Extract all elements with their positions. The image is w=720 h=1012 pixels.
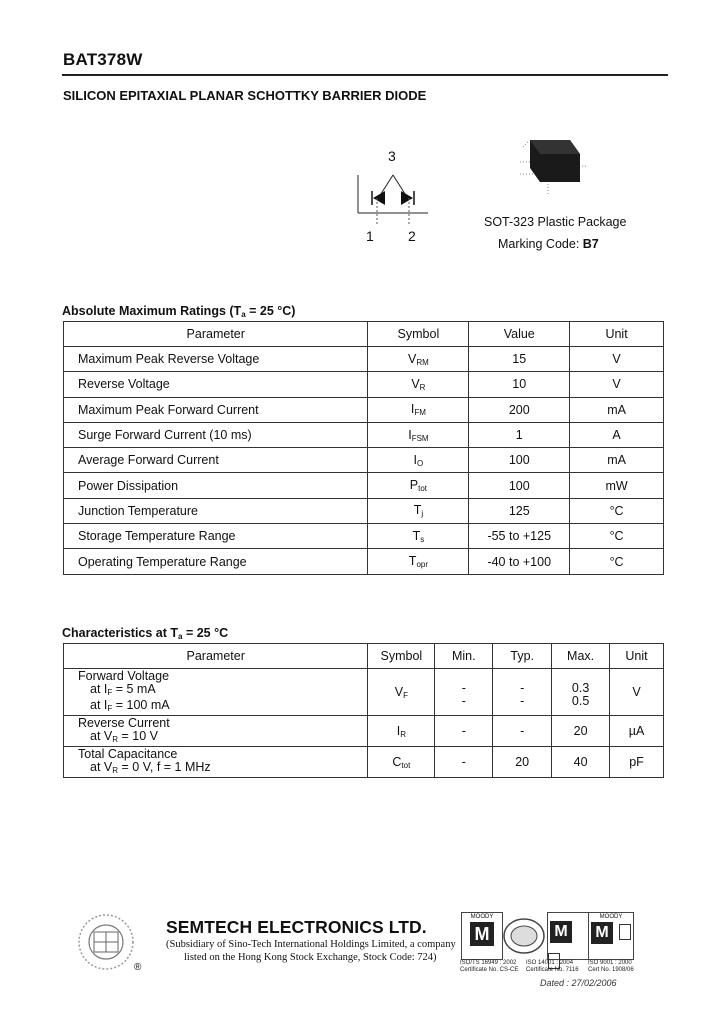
- table-row: Junction Temperature $T_j$ 125 °C: [64, 498, 664, 523]
- header-rule: [62, 74, 668, 76]
- moody-m-icon: M: [591, 922, 613, 944]
- table-row: Forward Voltage at $I_F = 5$ mA at $I_F = 100$ mA $V_F$ - - - - 0.3 0.5 V: [64, 669, 664, 716]
- registered-mark: ®: [134, 962, 142, 973]
- zert-icon: [502, 916, 546, 956]
- table-row: Operating Temperature Range $T_{opr}$ -40 to +100 °C: [64, 549, 664, 574]
- abs-max-table: [63, 321, 664, 575]
- col-symbol: Symbol: [368, 644, 435, 669]
- col-parameter: Parameter: [64, 322, 368, 347]
- package-icon: [508, 132, 588, 202]
- table-row: Maximum Peak Reverse Voltage $V_{RM}$ 15 V: [64, 347, 664, 372]
- col-typ: Typ.: [493, 644, 552, 669]
- cert-logo-iso14001: [502, 916, 546, 956]
- table-row: Storage Temperature Range $T_s$ -55 to +125 °C: [64, 524, 664, 549]
- cert-caption-2: ISO 14001 : 2004: [526, 960, 574, 966]
- checkmark-shield-icon: [619, 924, 631, 940]
- cert-caption-3: ISO 9001 : 2000: [588, 960, 632, 966]
- cert-number-2: Certificate No. 7116: [526, 967, 579, 973]
- company-listing: listed on the Hong Kong Stock Exchange, Stock Code: 724): [184, 952, 437, 963]
- characteristics-heading: Characteristics at $T_a = 25$ °C: [62, 626, 229, 641]
- moody-m-icon: M: [470, 922, 494, 946]
- abs-max-header-row: [64, 322, 664, 347]
- col-symbol: Symbol: [368, 322, 469, 347]
- table-row: Reverse Voltage $V_R$ 10 V: [64, 372, 664, 397]
- cert-logo-iso9001: MOODY M: [588, 912, 634, 960]
- pin-1-label: 1: [366, 228, 374, 244]
- table-row: Surge Forward Current (10 ms) $I_{FSM}$ 1 A: [64, 422, 664, 447]
- table-row: Maximum Peak Forward Current $I_{FM}$ 200 mA: [64, 397, 664, 422]
- cert-number-3: Cert No. 1908/06: [588, 967, 634, 973]
- characteristics-table: [63, 643, 664, 778]
- col-unit: Unit: [570, 322, 664, 347]
- company-subsidiary: (Subsidiary of Sino-Tech International Holdings Limited, a company: [166, 939, 456, 950]
- part-number: BAT378W: [63, 50, 143, 69]
- company-name: SEMTECH ELECTRONICS LTD.: [166, 917, 427, 937]
- char-header-row: [64, 644, 664, 669]
- col-min: Min.: [435, 644, 493, 669]
- cert-caption-1: ISO/TS 16949 : 2002: [460, 960, 517, 966]
- table-row: Average Forward Current $I_O$ 100 mA: [64, 448, 664, 473]
- col-unit: Unit: [610, 644, 664, 669]
- table-row: Reverse Current at $V_R = 10$ V $I_R$ - - 20 µA: [64, 716, 664, 747]
- abs-max-heading: Absolute Maximum Ratings ($T_a = 25$ °C): [62, 304, 296, 319]
- table-row: Total Capacitance at $V_R = 0$ V, f = 1 MHz $C_{tot}$ - 20 40 pF: [64, 747, 664, 778]
- cert-logo-iso14001-moody: [547, 912, 589, 960]
- document-date: Dated : 27/02/2006: [540, 978, 617, 988]
- col-parameter: Parameter: [64, 644, 368, 669]
- table-row: Power Dissipation $P_{tot}$ 100 mW: [64, 473, 664, 498]
- moody-m-icon: M: [550, 921, 572, 943]
- package-label: SOT-323 Plastic Package: [484, 215, 627, 229]
- device-description: SILICON EPITAXIAL PLANAR SCHOTTKY BARRIER DIODE: [63, 88, 427, 103]
- diode-right-icon: [401, 191, 413, 205]
- pin-3-label: 3: [388, 148, 396, 164]
- semtech-logo-icon: [76, 912, 136, 972]
- diode-left-icon: [373, 191, 385, 205]
- cert-logo-ts16949: MOODY M: [461, 912, 503, 960]
- col-value: Value: [469, 322, 570, 347]
- pin-2-label: 2: [408, 228, 416, 244]
- col-max: Max.: [552, 644, 610, 669]
- marking-code: Marking Code: B7: [498, 237, 599, 251]
- cert-number-1: Certificate No. CS-CE: [460, 967, 519, 973]
